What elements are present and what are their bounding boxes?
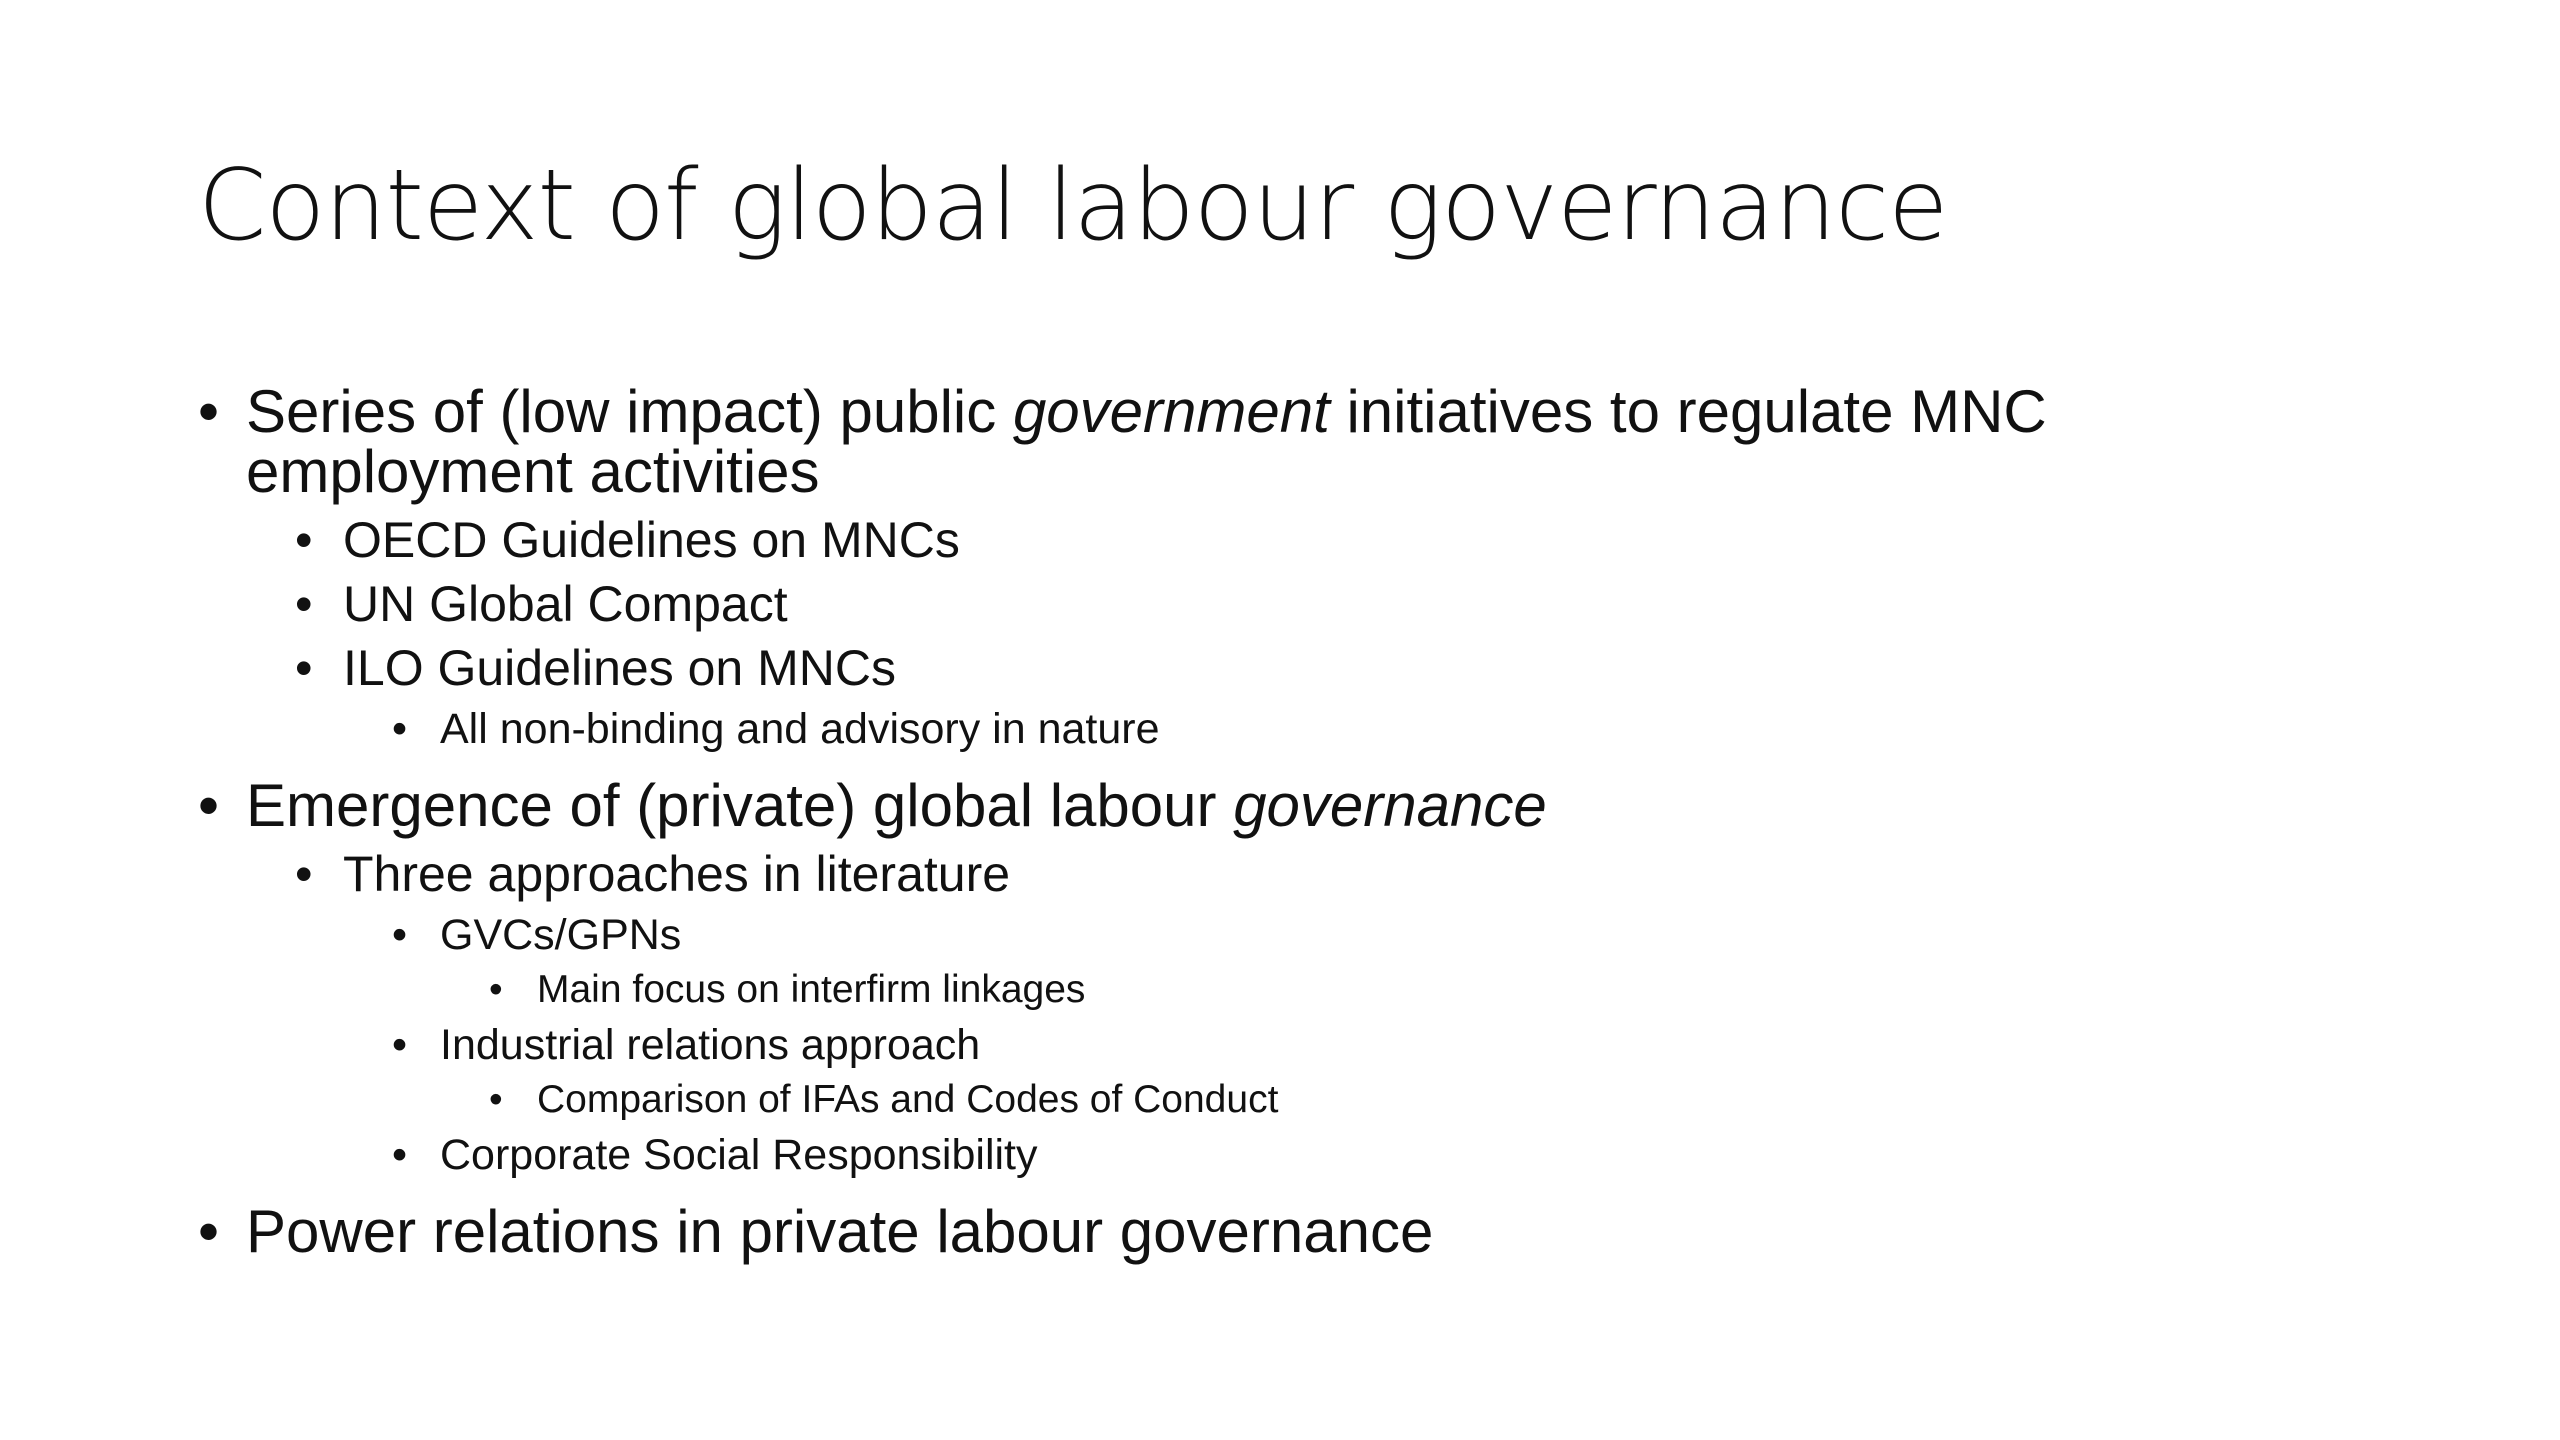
bullet-icon: • [489, 1078, 503, 1121]
bullet-icon: • [295, 576, 313, 632]
bullet-text: UN Global Compact [343, 576, 788, 632]
bullet-item-level2 [295, 842, 2458, 906]
bullet-text: Series of (low impact) public [246, 378, 1013, 445]
bullet-item-level3 [392, 1126, 2458, 1184]
bullet-text: Comparison of IFAs and Codes of Conduct [537, 1078, 1279, 1121]
bullet-text: Emergence of (private) global labour [246, 772, 1234, 839]
bullet-item-level2 [295, 508, 2458, 572]
bullet-text: ILO Guidelines on MNCs [343, 640, 897, 696]
bullet-text: Three approaches in literature [343, 846, 1011, 902]
bullet-icon: • [295, 512, 313, 568]
bullet-text: Power relations in private labour governance [246, 1198, 1434, 1265]
bullet-item-level2 [295, 572, 2458, 636]
bullet-icon: • [198, 772, 220, 839]
bullet-text: Corporate Social Responsibility [440, 1131, 1038, 1179]
bullet-text-emphasis: governance [1233, 772, 1547, 839]
slide-title: Context of global labour governance [198, 149, 1948, 263]
bullet-item-level4 [489, 1074, 2458, 1126]
bullet-text: OECD Guidelines on MNCs [343, 512, 960, 568]
bullet-icon: • [198, 1198, 220, 1265]
bullet-text: Main focus on interfirm linkages [537, 968, 1086, 1011]
bullet-item-level4 [489, 964, 2458, 1016]
bullet-text: initiatives to regulate MNC employment activities [246, 378, 2047, 505]
bullet-text: GVCs/GPNs [440, 911, 682, 959]
bullet-item-level1 [198, 1198, 2458, 1265]
bullet-text: Industrial relations approach [440, 1021, 981, 1069]
bullet-item-level1 [198, 378, 2296, 505]
bullet-icon: • [392, 1131, 408, 1179]
bullet-icon: • [392, 705, 408, 753]
bullet-item-level3 [392, 1016, 2458, 1074]
bullet-item-level3 [392, 906, 2458, 964]
bullet-icon: • [392, 1021, 408, 1069]
bullet-item-level3 [392, 700, 2458, 758]
bullet-icon: • [392, 911, 408, 959]
bullet-item-level1 [198, 772, 2458, 839]
bullet-icon: • [295, 846, 313, 902]
bullet-icon: • [489, 968, 503, 1011]
bullet-text: All non-binding and advisory in nature [440, 705, 1160, 753]
slide-body [198, 378, 2458, 1265]
bullet-icon: • [295, 640, 313, 696]
bullet-text-emphasis: government [1012, 378, 1330, 445]
bullet-icon: • [198, 378, 220, 445]
bullet-item-level2 [295, 636, 2458, 700]
